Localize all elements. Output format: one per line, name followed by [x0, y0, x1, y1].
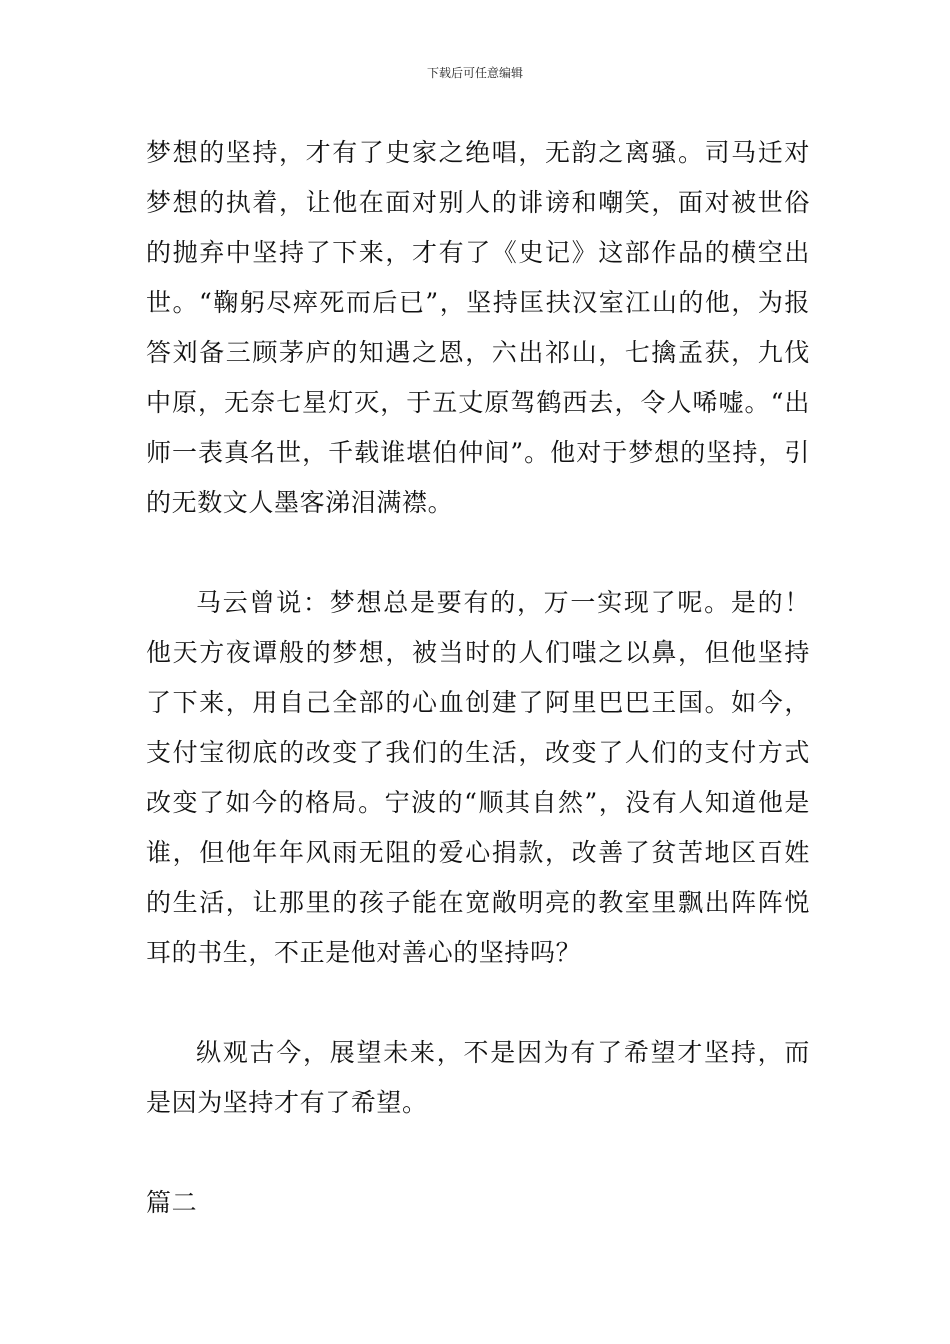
paragraph-spacer	[146, 978, 810, 1028]
paragraph-spacer	[146, 528, 810, 578]
paragraph-1: 梦想的坚持，才有了史家之绝唱，无韵之离骚。司马迁对梦想的执着，让他在面对别人的诽谤和嘲笑，面对被世俗的抛弃中坚持了下来，才有了《史记》这部作品的横空出世。“鞠躬尽瘁死而后已”，坚持匡扶汉室江山的他，为报答刘备三顾茅庐的知遇之恩，六出祁山，七擒孟获，九伐中原，无奈七星灯灭，于五丈原驾鹤西去，令人唏嘘。“出师一表真名世，千载谁堪伯仲间”。他对于梦想的坚持，引的无数文人墨客涕泪满襟。	[146, 138, 810, 517]
paragraph-2: 马云曾说：梦想总是要有的，万一实现了呢。是的！他天方夜谭般的梦想，被当时的人们嗤之以鼻，但他坚持了下来，用自己全部的心血创建了阿里巴巴王国。如今，支付宝彻底的改变了我们的生活，改变了人们的支付方式改变了如今的格局。宁波的“顺其自然”，没有人知道他是谁，但他年年风雨无阻的爱心捐款，改善了贫苦地区百姓的生活，让那里的孩子能在宽敞明亮的教室里飘出阵阵悦耳的书生，不正是他对善心的坚持吗？	[146, 588, 810, 967]
document-body	[146, 128, 810, 1228]
paragraph-spacer	[146, 1128, 810, 1178]
page-header: 下载后可任意编辑	[426, 66, 523, 80]
paragraph-3: 纵观古今，展望未来，不是因为有了希望才坚持，而是因为坚持才有了希望。	[146, 1038, 810, 1117]
section-heading: 篇二	[146, 1188, 198, 1217]
